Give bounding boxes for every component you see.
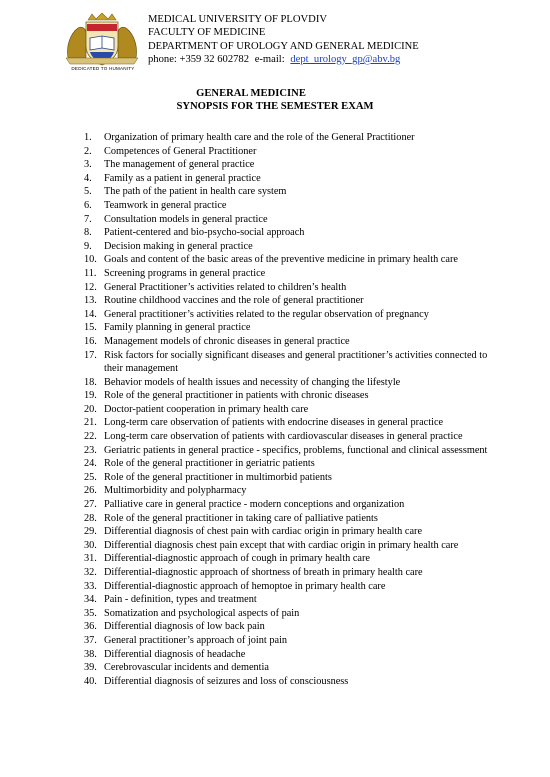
contact-line xyxy=(148,53,419,66)
topic-text: Teamwork in general practice xyxy=(104,199,227,211)
topic-number: 35. xyxy=(84,607,97,619)
topic-number: 32. xyxy=(84,567,97,578)
topic-item xyxy=(84,145,494,159)
topic-number: 36. xyxy=(84,621,97,633)
topic-item xyxy=(84,552,494,566)
topic-number: 40. xyxy=(84,675,97,687)
topic-number: 38. xyxy=(84,648,97,660)
topic-number: 37. xyxy=(84,634,97,646)
topic-number: 26. xyxy=(84,485,97,497)
topic-number: 20. xyxy=(84,403,97,415)
topic-item xyxy=(84,349,494,376)
topic-text: Family as a patient in general practice xyxy=(104,172,261,184)
topic-text: Long-term care observation of patients with endocrine diseases in general practice xyxy=(104,417,444,429)
topic-number: 12. xyxy=(84,281,97,293)
topic-number: 23. xyxy=(84,444,97,456)
topic-item xyxy=(84,498,494,512)
topic-item xyxy=(84,471,494,485)
topic-number: 19. xyxy=(84,390,97,402)
topic-item xyxy=(84,376,494,390)
topic-item xyxy=(84,457,494,471)
topic-text: Somatization and psychological aspects of pain xyxy=(104,607,300,619)
document-title: GENERAL MEDICINE xyxy=(196,88,306,99)
topic-number: 17. xyxy=(84,349,97,361)
topic-text: General practitioner’s activities related to the regular observation of pregnancy xyxy=(104,308,429,320)
topic-item xyxy=(84,648,494,662)
document-subtitle: SYNOPSIS FOR THE SEMESTER EXAM xyxy=(176,101,374,113)
phone-number: phone: +359 32 602782 xyxy=(148,53,250,65)
topic-item xyxy=(84,484,494,498)
topic-item xyxy=(84,185,494,199)
topic-number: 24. xyxy=(84,458,97,470)
topic-number: 29. xyxy=(84,526,97,538)
topic-text: Screening programs in general practice xyxy=(104,267,266,279)
topic-number: 14. xyxy=(84,308,97,320)
topic-text: The management of general practice xyxy=(104,159,255,171)
topic-number: 21. xyxy=(84,417,97,429)
topic-number: 39. xyxy=(84,662,97,674)
topic-item xyxy=(84,267,494,281)
topic-text: Cerebrovascular incidents and dementia xyxy=(104,662,269,674)
topic-number: 10. xyxy=(84,254,97,266)
topic-number: 7. xyxy=(84,213,92,225)
topic-number: 13. xyxy=(84,295,97,307)
topic-item xyxy=(84,580,494,594)
topic-item xyxy=(84,512,494,526)
topic-text: Long-term care observation of patients with cardiovascular diseases in general practice xyxy=(104,431,463,443)
topic-number: 8. xyxy=(84,227,92,239)
topic-item xyxy=(84,675,494,689)
topic-number: 18. xyxy=(84,376,97,388)
topic-number: 2. xyxy=(84,145,92,157)
topic-item xyxy=(84,172,494,186)
topic-item xyxy=(84,131,494,145)
topic-number: 1. xyxy=(84,132,92,143)
logo-motto: DEDICATED TO HUMANITY xyxy=(71,66,135,71)
topic-text: Decision making in general practice xyxy=(104,240,253,252)
topic-item xyxy=(84,253,494,267)
topic-text: Routine childhood vaccines and the role of general practitioner xyxy=(104,295,364,307)
topic-text: Differential-diagnostic approach of shortness of breath in primary health care xyxy=(104,567,423,578)
topic-text: Doctor-patient cooperation in primary health care xyxy=(104,403,309,415)
department-name: DEPARTMENT OF UROLOGY AND GENERAL MEDICINE xyxy=(148,40,419,52)
topic-item xyxy=(84,661,494,675)
topic-item xyxy=(84,620,494,634)
topic-text: Management models of chronic diseases in general practice xyxy=(104,335,350,347)
topic-number: 15. xyxy=(84,322,97,334)
topic-item xyxy=(84,158,494,172)
topic-number: 34. xyxy=(84,594,97,606)
topic-number: 9. xyxy=(84,240,92,252)
topic-item xyxy=(84,634,494,648)
topic-number: 25. xyxy=(84,471,97,483)
topic-text: Organization of primary health care and the role of the General Practitioner xyxy=(104,132,415,143)
letterhead xyxy=(148,13,419,66)
topic-number: 30. xyxy=(84,539,97,551)
topic-number: 4. xyxy=(84,172,92,184)
topic-number: 16. xyxy=(84,335,97,347)
topic-text: Family planning in general practice xyxy=(104,322,251,334)
topic-text: General Practitioner’s activities related to children’s health xyxy=(104,281,347,293)
topic-list xyxy=(84,131,494,688)
topic-item xyxy=(84,444,494,458)
university-name: MEDICAL UNIVERSITY OF PLOVDIV xyxy=(148,14,328,25)
topic-item xyxy=(84,607,494,621)
topic-item xyxy=(84,281,494,295)
topic-number: 11. xyxy=(84,267,97,279)
topic-item xyxy=(84,416,494,430)
topic-number: 31. xyxy=(84,553,97,565)
topic-number: 33. xyxy=(84,580,97,592)
topic-number: 27. xyxy=(84,499,97,511)
topic-item xyxy=(84,321,494,335)
topic-text: Role of the general practitioner in patients with chronic diseases xyxy=(104,390,369,402)
topic-text: Risk factors for socially significant diseases and general practitioner’s activities connected to their management xyxy=(104,349,488,375)
topic-text: Differential diagnosis of seizures and loss of consciousness xyxy=(104,675,349,687)
topic-text: Patient-centered and bio-psycho-social approach xyxy=(104,227,305,239)
topic-item xyxy=(84,539,494,553)
topic-text: The path of the patient in health care system xyxy=(104,186,287,198)
topic-text: Differential-diagnostic approach of cough in primary health care xyxy=(104,553,370,565)
topic-text: Consultation models in general practice xyxy=(104,213,268,225)
topic-text: Differential diagnosis of low back pain xyxy=(104,621,265,633)
document-titles xyxy=(0,87,550,113)
topic-text: Differential-diagnostic approach of hemoptoe in primary health care xyxy=(104,580,386,592)
topic-number: 5. xyxy=(84,186,92,198)
topic-text: Palliative care in general practice - modern conceptions and organization xyxy=(104,499,405,511)
topic-text: Role of the general practitioner in multimorbid patients xyxy=(104,471,332,483)
topic-number: 6. xyxy=(84,199,92,211)
topic-item xyxy=(84,294,494,308)
topic-item xyxy=(84,335,494,349)
topic-item xyxy=(84,226,494,240)
topic-text: Differential diagnosis of chest pain with cardiac origin in primary health care xyxy=(104,526,423,538)
topic-number: 28. xyxy=(84,512,97,524)
topic-item xyxy=(84,240,494,254)
topic-item xyxy=(84,525,494,539)
topic-text: Role of the general practitioner in geriatric patients xyxy=(104,458,315,470)
topic-item xyxy=(84,213,494,227)
topic-text: Role of the general practitioner in taking care of palliative patients xyxy=(104,512,378,524)
faculty-name: FACULTY OF MEDICINE xyxy=(148,27,266,39)
topic-text: Competences of General Practitioner xyxy=(104,145,257,157)
topic-number: 22. xyxy=(84,431,97,443)
topic-item xyxy=(84,403,494,417)
topic-item xyxy=(84,430,494,444)
topic-item xyxy=(84,593,494,607)
topic-text: General practitioner’s approach of joint pain xyxy=(104,634,288,646)
email-link[interactable]: dept_urology_gp@abv.bg xyxy=(290,53,401,65)
topic-number: 3. xyxy=(84,159,92,171)
topic-item xyxy=(84,199,494,213)
topic-text: Differential diagnosis chest pain except that with cardiac origin in primary health care xyxy=(104,539,459,551)
topic-item xyxy=(84,308,494,322)
email-label: e-mail: xyxy=(254,53,285,65)
topic-text: Differential diagnosis of headache xyxy=(104,648,246,660)
topic-text: Geriatric patients in general practice - specifics, problems, functional and clinical assessment xyxy=(104,444,488,456)
topic-text: Multimorbidity and polypharmacy xyxy=(104,485,247,497)
topic-text: Behavior models of health issues and necessity of changing the lifestyle xyxy=(104,376,401,388)
topic-text: Goals and content of the basic areas of the preventive medicine in primary health care xyxy=(104,254,458,266)
topic-text: Pain - definition, types and treatment xyxy=(104,594,257,606)
topic-item xyxy=(84,389,494,403)
topic-item xyxy=(84,566,494,580)
